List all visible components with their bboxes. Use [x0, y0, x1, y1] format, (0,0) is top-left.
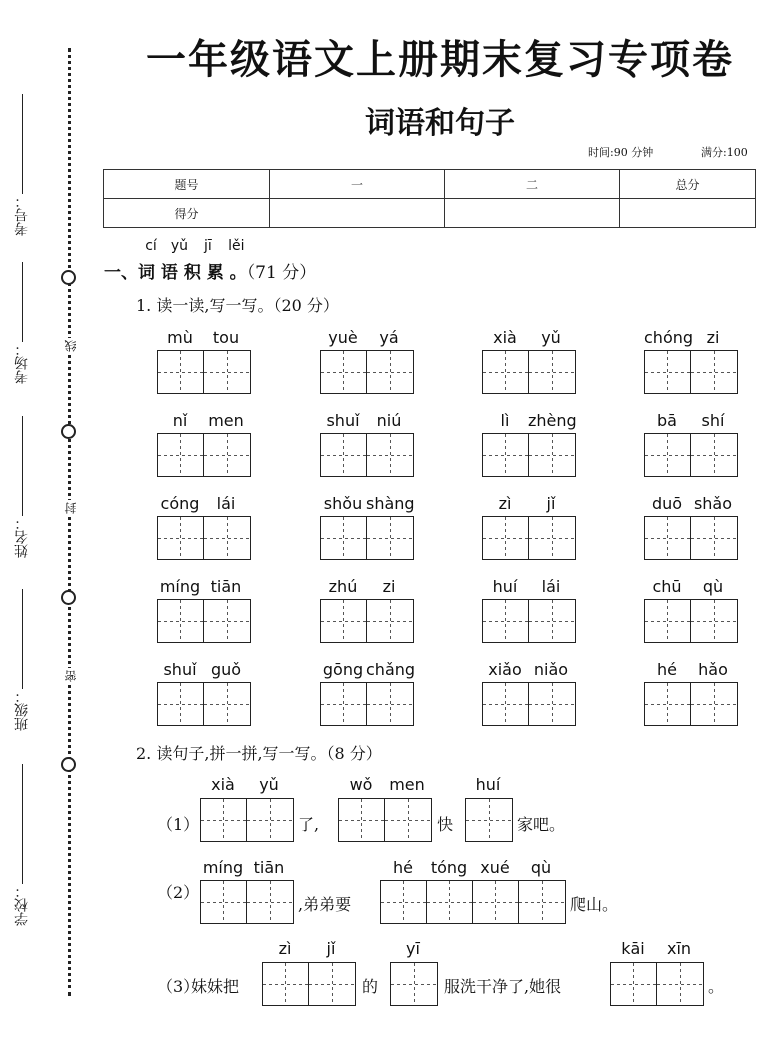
answer-box[interactable] — [200, 880, 294, 924]
section-pinyin-syllable: jī — [204, 238, 212, 254]
score-table-header-row — [104, 170, 756, 199]
writing-cell[interactable] — [691, 517, 737, 559]
margin-field-school[interactable] — [4, 760, 40, 926]
answer-box[interactable] — [262, 962, 356, 1006]
pinyin-syllable: xià — [211, 775, 235, 794]
answer-box[interactable] — [157, 516, 251, 560]
pinyin-syllable: zì — [278, 939, 292, 958]
pinyin-syllable: bā — [657, 411, 677, 430]
score-table-cell: 二 — [445, 170, 620, 199]
score-table — [103, 169, 756, 228]
score-table-cell: 题号 — [104, 170, 270, 199]
writing-cell[interactable] — [309, 963, 355, 1005]
pinyin-syllable: mù — [167, 328, 193, 347]
pinyin-syllable: chóng — [644, 328, 694, 347]
writing-cell[interactable] — [529, 683, 575, 725]
answer-box[interactable] — [157, 682, 251, 726]
exam-time: 时间:90 分钟 — [588, 146, 654, 159]
answer-box[interactable] — [644, 682, 738, 726]
section-heading — [104, 258, 316, 283]
section-pinyin — [139, 238, 248, 254]
question-1-title: 1. 读一读,写一写。（20 分） — [136, 296, 339, 315]
pinyin-syllable: huí — [475, 775, 501, 794]
pinyin-syllable: kāi — [621, 939, 645, 958]
writing-cell[interactable] — [367, 600, 413, 642]
writing-cell[interactable] — [158, 517, 204, 559]
answer-box[interactable] — [320, 350, 414, 394]
answer-box[interactable] — [157, 433, 251, 477]
word-pinyin — [320, 328, 412, 347]
answer-box[interactable] — [320, 682, 414, 726]
writing-cell[interactable] — [158, 351, 204, 393]
writing-cell[interactable] — [321, 683, 367, 725]
pinyin-syllable: duō — [651, 494, 683, 513]
pinyin-syllable: xué — [480, 858, 510, 877]
pinyin-syllable: nǐ — [172, 411, 188, 430]
pinyin-syllable: shǒu — [323, 494, 363, 513]
margin-field-name[interactable] — [4, 412, 40, 558]
writing-cell[interactable] — [529, 351, 575, 393]
pinyin-syllable: lái — [216, 494, 236, 513]
margin-field-label: 姓名： — [14, 516, 30, 558]
writing-cell[interactable] — [321, 434, 367, 476]
pinyin-syllable: qù — [530, 858, 552, 877]
answer-box[interactable] — [644, 599, 738, 643]
sentence-1-text: 家吧。 — [517, 815, 566, 834]
section-pinyin-syllable: cí — [145, 238, 157, 254]
pinyin-syllable: xià — [493, 328, 517, 347]
word-pinyin — [482, 660, 574, 679]
writing-cell[interactable] — [204, 517, 250, 559]
writing-cell[interactable] — [385, 799, 431, 841]
pinyin-syllable: cóng — [160, 494, 200, 513]
answer-box[interactable] — [482, 433, 576, 477]
section-pinyin-syllable: yǔ — [170, 238, 189, 254]
answer-box[interactable] — [482, 682, 576, 726]
score-input-cell[interactable] — [445, 199, 620, 228]
writing-cell[interactable] — [321, 600, 367, 642]
pinyin-syllable: zì — [498, 494, 512, 513]
answer-box[interactable] — [320, 599, 414, 643]
answer-box[interactable] — [482, 516, 576, 560]
pinyin-syllable: míng — [159, 577, 201, 596]
writing-cell[interactable] — [529, 517, 575, 559]
writing-cell[interactable] — [645, 517, 691, 559]
pinyin-syllable: hé — [657, 660, 677, 679]
pinyin-syllable: niú — [376, 411, 402, 430]
writing-cell[interactable] — [691, 600, 737, 642]
margin-field-label: 考号： — [14, 194, 30, 236]
sentence-2-text: ,弟弟要 — [298, 895, 352, 914]
word-pinyin — [320, 494, 415, 513]
writing-cell[interactable] — [645, 434, 691, 476]
margin-field-line — [22, 589, 23, 689]
writing-cell[interactable] — [691, 683, 737, 725]
margin-field-line — [22, 262, 23, 342]
writing-cell[interactable] — [321, 351, 367, 393]
binding-hole — [61, 424, 76, 439]
word-pinyin — [320, 660, 416, 679]
writing-cell[interactable] — [201, 881, 247, 923]
answer-box[interactable] — [157, 599, 251, 643]
sentence-2-pinyin-2 — [380, 858, 564, 877]
writing-cell[interactable] — [657, 963, 703, 1005]
word-pinyin — [157, 411, 249, 430]
pinyin-syllable: guǒ — [210, 660, 242, 679]
writing-cell[interactable] — [321, 517, 367, 559]
writing-cell[interactable] — [466, 799, 512, 841]
sentence-3-pinyin-2 — [390, 939, 436, 958]
sentence-2-number: （2） — [157, 883, 200, 902]
sentence-3-text: 。 — [708, 977, 725, 996]
sentence-3-pinyin-3 — [610, 939, 702, 958]
writing-cell[interactable] — [483, 434, 529, 476]
writing-cell[interactable] — [201, 799, 247, 841]
pinyin-syllable: shàng — [366, 494, 415, 513]
answer-box[interactable] — [200, 798, 294, 842]
word-pinyin — [482, 411, 577, 430]
pinyin-syllable: zi — [382, 577, 396, 596]
word-pinyin — [644, 494, 736, 513]
sentence-3-pinyin-1 — [262, 939, 354, 958]
exam-full-score: 满分:100 — [701, 146, 748, 159]
writing-cell[interactable] — [204, 600, 250, 642]
sentence-2-pinyin-1 — [200, 858, 292, 877]
score-table-cell: 得分 — [104, 199, 270, 228]
sentence-1-text: 了, — [298, 815, 320, 834]
pinyin-syllable: shuǐ — [326, 411, 360, 430]
writing-cell[interactable] — [691, 434, 737, 476]
sentence-3-text: 的 — [362, 977, 379, 996]
page-title: 一年级语文上册期末复习专项卷 — [146, 37, 734, 83]
margin-field-exam-room[interactable] — [4, 258, 40, 384]
answer-box[interactable] — [610, 962, 704, 1006]
pinyin-syllable: lì — [500, 411, 510, 430]
writing-cell[interactable] — [483, 517, 529, 559]
pinyin-syllable: hǎo — [698, 660, 728, 679]
score-table-cell: 总分 — [620, 170, 756, 199]
sentence-2-text: 爬山。 — [570, 895, 619, 914]
word-pinyin — [644, 328, 736, 347]
writing-cell[interactable] — [247, 799, 293, 841]
word-pinyin — [157, 494, 249, 513]
pinyin-syllable: yuè — [328, 328, 358, 347]
score-input-cell[interactable] — [620, 199, 756, 228]
margin-field-line — [22, 764, 23, 884]
pinyin-syllable: xiǎo — [488, 660, 522, 679]
pinyin-syllable: yá — [379, 328, 399, 347]
writing-cell[interactable] — [158, 434, 204, 476]
word-pinyin — [482, 577, 574, 596]
page-subtitle: 词语和句子 — [365, 106, 515, 141]
binding-hole — [61, 590, 76, 605]
pinyin-syllable: tou — [212, 328, 240, 347]
writing-cell[interactable] — [247, 881, 293, 923]
pinyin-syllable: niǎo — [533, 660, 569, 679]
answer-box[interactable] — [482, 599, 576, 643]
binding-hole — [61, 270, 76, 285]
pinyin-syllable: yǔ — [541, 328, 561, 347]
pinyin-syllable: huí — [492, 577, 518, 596]
margin-field-line — [22, 416, 23, 516]
word-pinyin — [482, 328, 574, 347]
writing-cell[interactable] — [204, 683, 250, 725]
pinyin-syllable: zhú — [328, 577, 358, 596]
margin-field-exam-number[interactable] — [4, 90, 40, 236]
section-pinyin-syllable: lěi — [228, 238, 245, 254]
pinyin-syllable: shí — [701, 411, 725, 430]
sentence-1-pinyin-2 — [338, 775, 430, 794]
word-pinyin — [320, 577, 412, 596]
writing-cell[interactable] — [691, 351, 737, 393]
writing-cell[interactable] — [204, 434, 250, 476]
word-pinyin — [157, 577, 249, 596]
answer-box[interactable] — [644, 433, 738, 477]
score-table-score-row — [104, 199, 756, 228]
writing-cell[interactable] — [367, 351, 413, 393]
pinyin-syllable: tiān — [253, 858, 285, 877]
writing-cell[interactable] — [611, 963, 657, 1005]
margin-field-line — [22, 94, 23, 194]
pinyin-syllable: wǒ — [349, 775, 373, 794]
word-pinyin — [482, 494, 574, 513]
binding-dotted-line — [68, 48, 71, 996]
word-pinyin — [644, 577, 736, 596]
word-pinyin — [320, 411, 412, 430]
answer-box[interactable] — [320, 516, 414, 560]
pinyin-syllable: shuǐ — [163, 660, 197, 679]
section-title: 一、词 语 积 累 。 — [104, 263, 247, 283]
pinyin-syllable: jǐ — [546, 494, 556, 513]
margin-field-label: 班级： — [14, 689, 30, 731]
pinyin-syllable: zhèng — [528, 411, 577, 430]
answer-box[interactable] — [644, 516, 738, 560]
writing-cell[interactable] — [483, 600, 529, 642]
writing-cell[interactable] — [483, 683, 529, 725]
sentence-1-number: （1） — [157, 815, 200, 834]
pinyin-syllable: chū — [652, 577, 682, 596]
word-pinyin — [157, 328, 249, 347]
pinyin-syllable: lái — [541, 577, 561, 596]
cut-word: 线 — [64, 340, 78, 352]
sentence-3-text: 妹妹把 — [191, 977, 240, 996]
pinyin-syllable: qù — [702, 577, 724, 596]
pinyin-syllable: tiān — [210, 577, 242, 596]
sentence-3-number: （3） — [157, 977, 200, 996]
writing-cell[interactable] — [645, 683, 691, 725]
writing-cell[interactable] — [367, 683, 413, 725]
writing-cell[interactable] — [483, 351, 529, 393]
writing-cell[interactable] — [473, 881, 519, 923]
pinyin-syllable: chǎng — [366, 660, 416, 679]
word-pinyin — [157, 660, 249, 679]
writing-cell[interactable] — [427, 881, 473, 923]
pinyin-syllable: men — [208, 411, 244, 430]
pinyin-syllable: jǐ — [326, 939, 336, 958]
pinyin-syllable: zi — [706, 328, 720, 347]
section-score: （71 分） — [246, 263, 317, 283]
answer-box[interactable] — [390, 962, 438, 1006]
writing-cell[interactable] — [519, 881, 565, 923]
cut-word: 密 — [64, 670, 78, 682]
word-pinyin — [644, 660, 736, 679]
pinyin-syllable: míng — [202, 858, 244, 877]
pinyin-syllable: gōng — [322, 660, 364, 679]
margin-field-class[interactable] — [4, 585, 40, 731]
writing-cell[interactable] — [529, 434, 575, 476]
answer-box[interactable] — [157, 350, 251, 394]
margin-field-label: 学校： — [14, 884, 30, 926]
pinyin-syllable: yǔ — [259, 775, 279, 794]
answer-box[interactable] — [482, 350, 576, 394]
writing-cell[interactable] — [158, 600, 204, 642]
score-table-cell: 一 — [270, 170, 445, 199]
pinyin-syllable: men — [389, 775, 425, 794]
score-input-cell[interactable] — [270, 199, 445, 228]
writing-cell[interactable] — [367, 434, 413, 476]
writing-cell[interactable] — [367, 517, 413, 559]
answer-box[interactable] — [320, 433, 414, 477]
sentence-1-pinyin-3 — [465, 775, 511, 794]
answer-box[interactable] — [644, 350, 738, 394]
writing-cell[interactable] — [645, 351, 691, 393]
cut-word: 封 — [64, 502, 78, 514]
pinyin-syllable: shǎo — [693, 494, 733, 513]
writing-cell[interactable] — [339, 799, 385, 841]
writing-cell[interactable] — [263, 963, 309, 1005]
writing-cell[interactable] — [158, 683, 204, 725]
answer-box[interactable] — [338, 798, 432, 842]
question-2-title: 2. 读句子,拼一拼,写一写。（8 分） — [136, 744, 382, 763]
sentence-1-text: 快 — [437, 815, 454, 834]
sentence-1-pinyin-1 — [200, 775, 292, 794]
writing-cell[interactable] — [645, 600, 691, 642]
writing-cell[interactable] — [204, 351, 250, 393]
pinyin-syllable: yī — [406, 939, 420, 958]
pinyin-syllable: xīn — [666, 939, 692, 958]
binding-hole — [61, 757, 76, 772]
writing-cell[interactable] — [381, 881, 427, 923]
sentence-3-text: 服洗干净了,她很 — [444, 977, 562, 996]
answer-box[interactable] — [380, 880, 566, 924]
pinyin-syllable: hé — [393, 858, 413, 877]
pinyin-syllable: tóng — [430, 858, 468, 877]
writing-cell[interactable] — [391, 963, 437, 1005]
word-pinyin — [644, 411, 736, 430]
answer-box[interactable] — [465, 798, 513, 842]
margin-field-label: 考场： — [14, 342, 30, 384]
writing-cell[interactable] — [529, 600, 575, 642]
